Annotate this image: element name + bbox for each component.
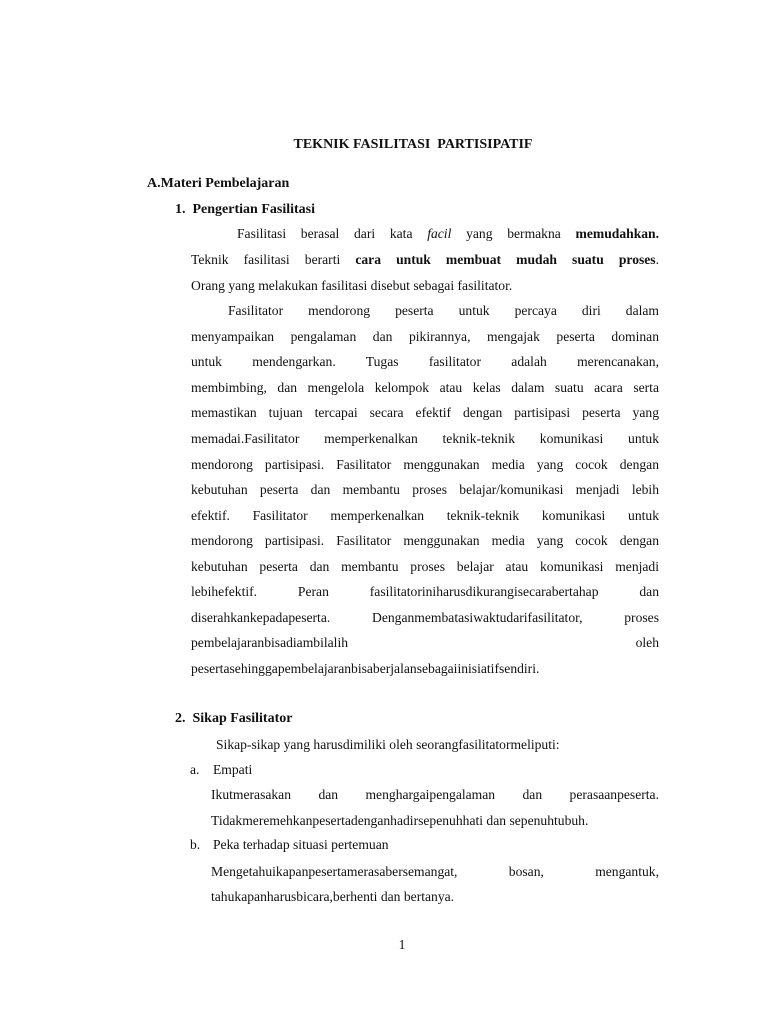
paragraph-line: menyampaikan pengalaman dan pikirannya, mengajak peserta dominan [191, 329, 659, 344]
paragraph-line: pesertasehinggapembelajaranbisaberjalansebagaiinisiatifsendiri. [191, 661, 540, 676]
paragraph-line: pembelajaranbisadiambilalih oleh [191, 635, 659, 650]
list-title-empati: Empati [213, 762, 253, 777]
subheading-pengertian: 1. Pengertian Fasilitasi [175, 202, 315, 217]
page-number: 1 [398, 937, 406, 952]
sikap-intro: Sikap-sikap yang harusdimiliki oleh seorangfasilitatormeliputi: [216, 737, 560, 752]
paragraph-line [237, 224, 659, 244]
text-span: . [655, 252, 660, 267]
list-line: tahukapanharusbicara,berhenti dan bertanya. [211, 889, 455, 904]
document-title: TEKNIK FASILITASI PARTISIPATIF [293, 137, 533, 152]
paragraph-line [191, 250, 659, 270]
text-span: Teknik fasilitasi berarti [191, 252, 356, 267]
section-heading-a: A.Materi Pembelajaran [147, 176, 290, 191]
paragraph-line: diserahkankepadapeserta. Denganmembatasiwaktudarifasilitator, proses [191, 610, 659, 625]
list-line: Ikutmerasakan dan menghargaipengalaman dan perasaanpeserta. [211, 787, 659, 802]
italic-term: facil [427, 226, 452, 241]
paragraph-line: Fasilitator mendorong peserta untuk percaya diri dalam [228, 303, 659, 318]
paragraph-line: untuk mendengarkan. Tugas fasilitator adalah merencanakan, [191, 354, 659, 369]
list-line: Mengetahuikapanpesertamerasabersemangat, bosan, mengantuk, [211, 864, 659, 879]
paragraph-line: membimbing, dan mengelola kelompok atau kelas dalam suatu acara serta [191, 380, 659, 395]
list-title-peka: Peka terhadap situasi pertemuan [213, 837, 389, 852]
list-label-b: b. [190, 837, 201, 852]
paragraph-line: kebutuhan peserta dan membantu proses belajar/komunikasi menjadi lebih [191, 482, 659, 497]
list-line: Tidakmeremehkanpesertadenganhadirsepenuhhati dan sepenuhtubuh. [211, 813, 589, 828]
paragraph-line: memastikan tujuan tercapai secara efektif dengan partisipasi peserta yang [191, 405, 659, 420]
paragraph-line: memadai.Fasilitator memperkenalkan teknik-teknik komunikasi untuk [191, 431, 659, 446]
text-span: yang bermakna [451, 226, 576, 241]
text-span: Fasilitasi berasal dari kata [237, 226, 428, 241]
paragraph-line: mendorong partisipasi. Fasilitator menggunakan media yang cocok dengan [191, 457, 659, 472]
list-label-a: a. [190, 762, 200, 777]
subheading-sikap: 2. Sikap Fasilitator [175, 711, 293, 726]
bold-term: cara untuk membuat mudah suatu proses [355, 252, 656, 267]
paragraph-line: Orang yang melakukan fasilitasi disebut sebagai fasilitator. [191, 278, 513, 293]
paragraph-line: efektif. Fasilitator memperkenalkan teknik-teknik komunikasi untuk [191, 508, 659, 523]
paragraph-line: mendorong partisipasi. Fasilitator menggunakan media yang cocok dengan [191, 533, 659, 548]
paragraph-line: lebihefektif. Peran fasilitatoriniharusdikurangisecarabertahap dan [191, 584, 659, 599]
bold-term: memudahkan. [575, 226, 660, 241]
paragraph-line: kebutuhan peserta dan membantu proses belajar atau komunikasi menjadi [191, 559, 659, 574]
